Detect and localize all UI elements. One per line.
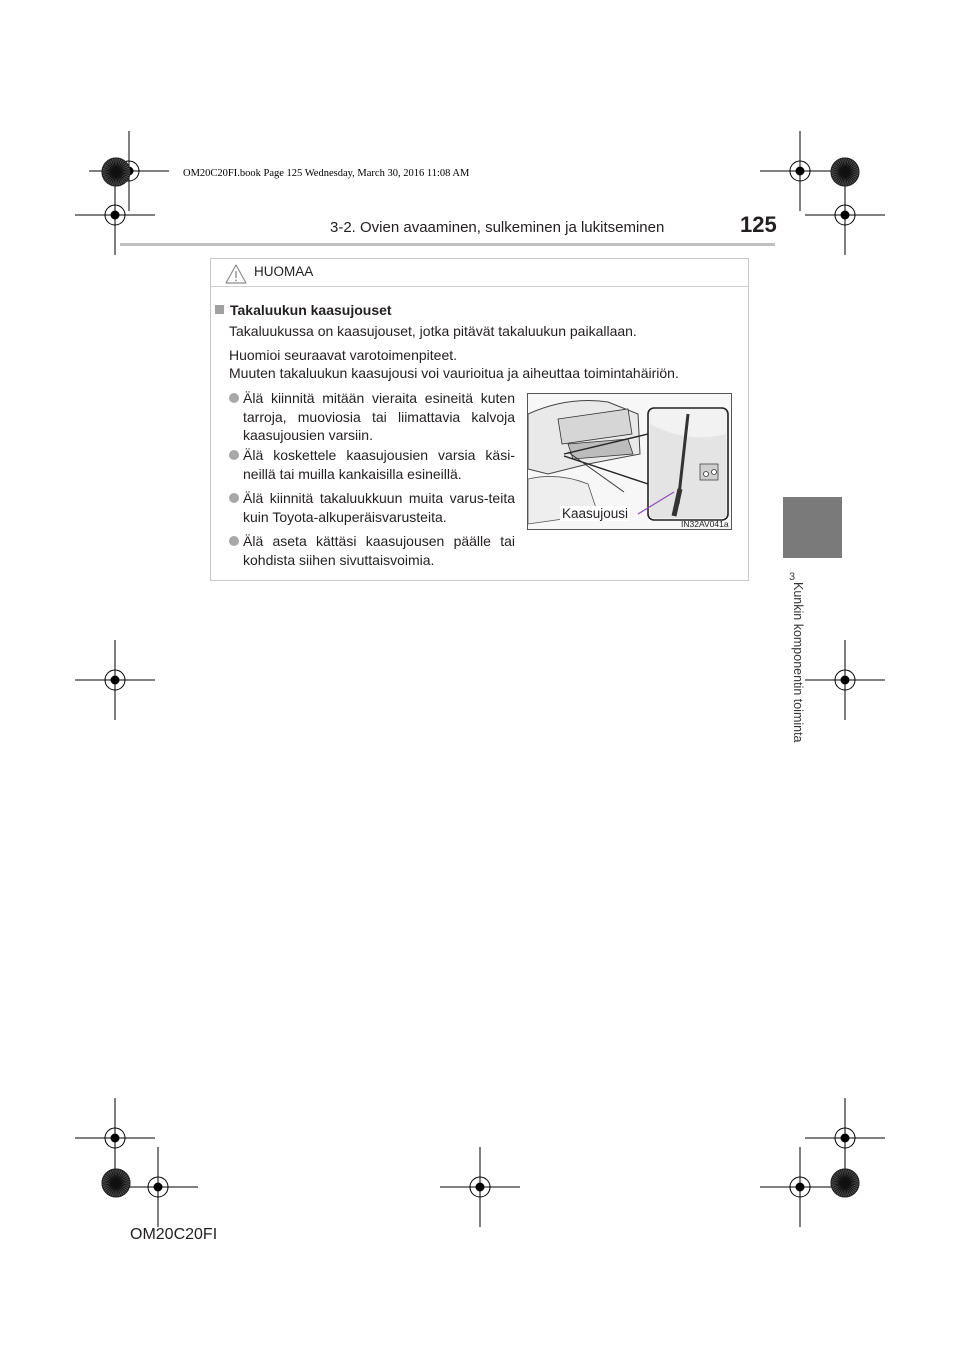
list-item-text: Älä kiinnitä mitään vieraita esineitä kuten tarroja, muoviosia tai liimattavia kalvoja kaasujousien varsiin. (243, 390, 515, 443)
notice-paragraph: Takaluukussa on kaasujouset, jotka pitävät takaluukun paikallaan. (229, 323, 637, 339)
notice-heading-row (215, 302, 392, 318)
list-item (229, 489, 515, 526)
figure-callout: Kaasujousi (562, 506, 629, 521)
list-item-text: Älä aseta kättäsi kaasujousen päälle tai kohdista siihen sivuttaisvoimia. (243, 533, 515, 568)
bullet-dot-icon (229, 493, 239, 503)
chapter-tab (783, 497, 842, 558)
chapter-title: Kunkin komponentin toiminta (791, 581, 805, 743)
list-item (229, 532, 515, 569)
registration-mark-icon (805, 640, 885, 720)
bullet-dot-icon (229, 393, 239, 403)
notice-heading: Takaluukun kaasujouset (230, 302, 392, 318)
figure-code: IN32AV041a (681, 519, 729, 529)
square-bullet-icon (215, 305, 224, 314)
chapter-title-container (783, 568, 813, 756)
sunburst-mark-icon (101, 1168, 131, 1198)
notice-label: HUOMAA (254, 264, 314, 279)
list-item (229, 446, 515, 483)
registration-mark-icon (440, 1147, 520, 1227)
notice-paragraph: Muuten takaluukun kaasujousi voi vaurioitua ja aiheuttaa toimintahäiriön. (229, 365, 679, 381)
warning-icon (225, 264, 247, 284)
notice-paragraph: Huomioi seuraavat varotoimenpiteet. (229, 347, 458, 363)
list-item (229, 389, 515, 445)
bullet-dot-icon (229, 450, 239, 460)
registration-mark-icon (805, 175, 885, 255)
sunburst-mark-icon (101, 157, 131, 187)
registration-mark-icon (75, 640, 155, 720)
sunburst-mark-icon (830, 157, 860, 187)
page-number: 125 (740, 212, 777, 237)
book-info: OM20C20FI.book Page 125 Wednesday, March 30, 2016 11:08 AM (183, 168, 470, 179)
registration-mark-icon (760, 1147, 840, 1227)
section-title: 3-2. Ovien avaaminen, sulkeminen ja lukitseminen (330, 219, 665, 236)
chapter-number: 3 (789, 571, 796, 583)
header-rule (120, 243, 775, 246)
sunburst-mark-icon (830, 1168, 860, 1198)
list-item-text: Älä kiinnitä takaluukkuun muita varus-teita kuin Toyota-alkuperäisvarusteita. (243, 490, 515, 525)
list-item-text: Älä koskettele kaasujousien varsia käsi-neillä tai muilla kankaisilla esineillä. (243, 447, 515, 482)
bullet-dot-icon (229, 536, 239, 546)
model-code: OM20C20FI (130, 1226, 218, 1243)
